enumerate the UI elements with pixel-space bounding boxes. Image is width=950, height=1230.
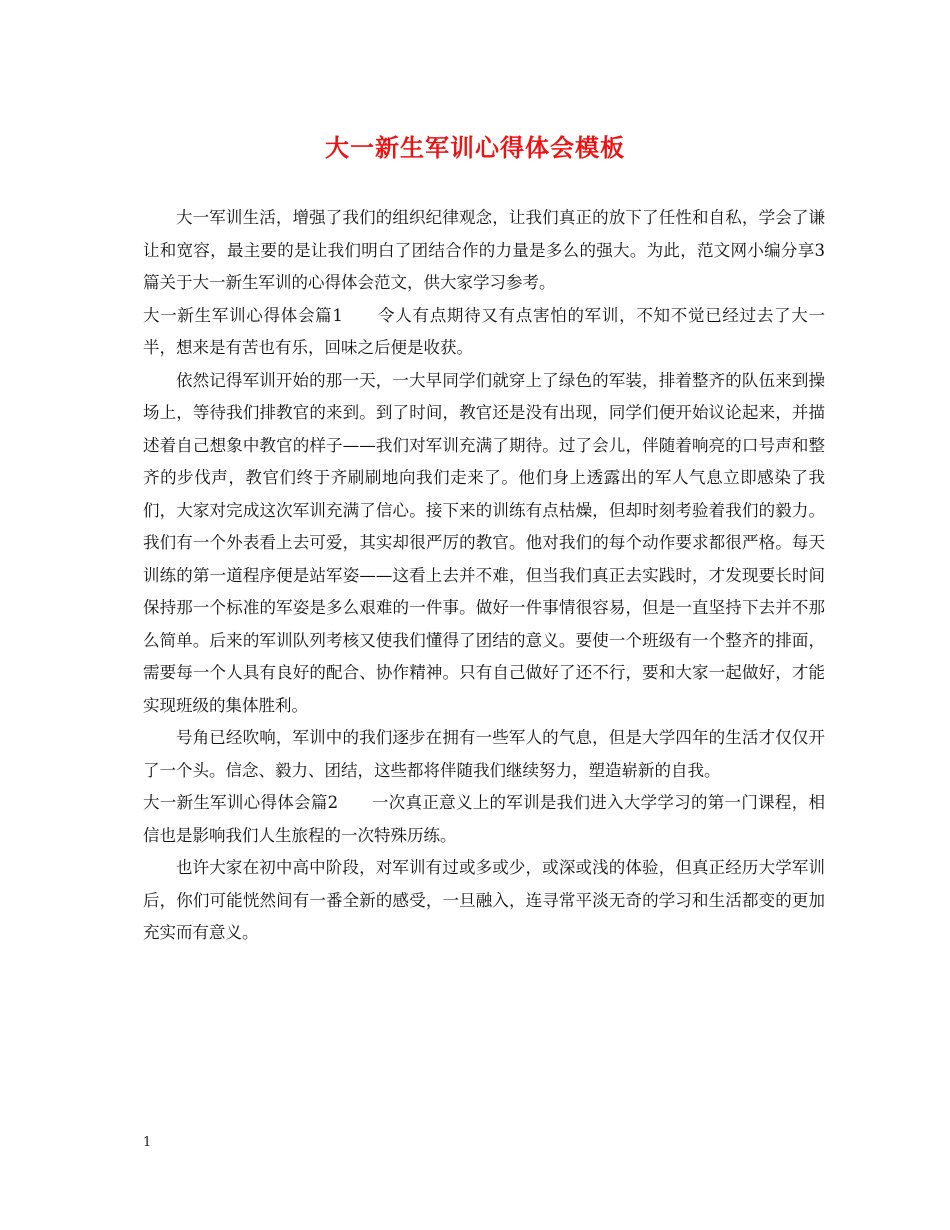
paragraph-intro: 大一军训生活，增强了我们的组织纪律观念，让我们真正的放下了任性和自私，学会了谦让和宽容，最主要的是让我们明白了团结合作的力量是多么的强大。为此，范文网小编分享3篇关于大一新生军训的心得体会范文，供大家学习参考。 xyxy=(143,208,825,292)
paragraph-bugle: 号角已经吹响，军训中的我们逐步在拥有一些军人的气息，但是大学四年的生活才仅仅开了一个头。信念、毅力、团结，这些都将伴随我们继续努力，塑造崭新的自我。 xyxy=(143,728,825,780)
paragraph-part1-heading: 大一新生军训心得体会篇1 令人有点期待又有点害怕的军训，不知不觉已经过去了大一半，想来是有苦也有乐，回味之后便是收获。 xyxy=(143,305,825,357)
document-title: 大一新生军训心得体会模板 xyxy=(325,133,625,162)
paragraph-training-story: 依然记得军训开始的那一天，一大早同学们就穿上了绿色的军装，排着整齐的队伍来到操场上，等待我们排教官的来到。到了时间，教官还是没有出现，同学们便开始议论起来，并描述着自己想象中教官的样子——我们对军训充满了期待。过了会儿，伴随着响亮的口号声和整齐的步伐声，教官们终于齐刷刷地向我们走来了。他们身上透露出的军人气息立即感染了我们，大家对完成这次军训充满了信心。接下来的训练有点枯燥，但却时刻考验着我们的毅力。我们有一个外表看上去可爱，其实却很严厉的教官。他对我们的每个动作要求都很严格。每天训练的第一道程序便是站军姿——这看上去并不难，但当我们真正去实践时，才发现要长时间保持那一个标准的军姿是多么艰难的一件事。做好一件事情很容易，但是一直坚持下去并不那么简单。后来的军训队列考核又使我们懂得了团结的意义。要使一个班级有一个整齐的排面，需要每一个人具有良好的配合、协作精神。只有自己做好了还不行，要和大家一起做好，才能实现班级的集体胜利。 xyxy=(143,370,825,715)
paragraph-experience: 也许大家在初中高中阶段，对军训有过或多或少，或深或浅的体验，但真正经历大学军训后，你们可能恍然间有一番全新的感受，一旦融入，连寻常平淡无奇的学习和生活都变的更加充实而有意义。 xyxy=(143,858,825,942)
document-body xyxy=(143,202,825,950)
paragraph-part2-heading: 大一新生军训心得体会篇2 一次真正意义上的军训是我们进入大学学习的第一门课程，相信也是影响我们人生旅程的一次特殊历练。 xyxy=(143,793,825,845)
page-number: 1 xyxy=(143,1135,152,1150)
